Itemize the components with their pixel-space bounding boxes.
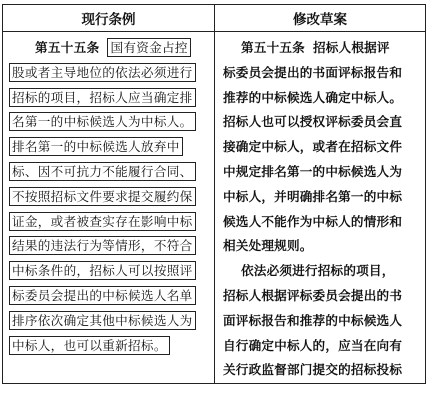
revised-para2-line-3: 自行确定中标人的，应当在向有 bbox=[223, 337, 403, 353]
revised-article-number: 第五十五条 bbox=[241, 40, 305, 55]
current-boxed-text: 排序依次确定其他中标候选人为 bbox=[9, 311, 196, 330]
current-line-7 bbox=[9, 210, 212, 235]
revised-line-5: 中规定排名第一的中标候选人为 bbox=[223, 163, 403, 179]
revised-line-0 bbox=[223, 36, 421, 61]
header-revised-draft: 修改草案 bbox=[215, 5, 426, 32]
current-boxed-text: 股或者主导地位的依法必须进行 bbox=[9, 63, 196, 82]
current-article-number: 第五十五条 bbox=[35, 40, 100, 55]
current-line-6 bbox=[9, 185, 212, 210]
current-boxed-text: 不按照招标文件要求提交履约保 bbox=[9, 187, 196, 206]
revised-line-1: 标委员会提出的书面评标报告和 bbox=[223, 64, 403, 80]
revised-para2-line-4: 关行政监督部门提交的招标投标 bbox=[223, 362, 403, 378]
current-line-1 bbox=[9, 61, 212, 86]
current-boxed-text: 排名第一的中标候选人放弃中 bbox=[9, 137, 183, 156]
current-boxed-text: 招标的项目，招标人应当确定排 bbox=[9, 88, 196, 107]
revised-line-4: 接确定中标人，或者在招标文件 bbox=[223, 139, 403, 155]
current-boxed-text: 标、因不可抗力不能履行合同、 bbox=[9, 162, 196, 181]
current-boxed-text: 国有资金占控 bbox=[107, 38, 190, 57]
current-line-12 bbox=[9, 334, 212, 359]
revised-para2-line-1: 招标人根据评标委员会提出的书 bbox=[223, 287, 403, 303]
current-line-5 bbox=[9, 160, 212, 185]
header-current-regulation: 现行条例 bbox=[3, 5, 215, 32]
current-article-cell bbox=[3, 32, 215, 384]
current-line-4 bbox=[9, 135, 212, 160]
current-line-8 bbox=[9, 234, 212, 259]
revised-line-8: 相关处理规则。 bbox=[223, 238, 313, 254]
revised-line-3: 招标人也可以授权评标委员会直 bbox=[223, 114, 403, 130]
current-boxed-text: 证金，或者被查实存在影响中标 bbox=[9, 212, 196, 231]
current-line-10 bbox=[9, 284, 212, 309]
revised-line-7: 候选人不能作为中标人的情形和 bbox=[223, 213, 403, 229]
table-row bbox=[3, 32, 426, 384]
current-line-9 bbox=[9, 259, 212, 284]
revised-article-cell bbox=[215, 32, 426, 384]
current-boxed-text: 中标条件的，招标人可以按照评 bbox=[9, 261, 196, 280]
current-boxed-text: 中标人，也可以重新招标。 bbox=[9, 336, 170, 355]
revised-para2-line-2: 面评标报告和推荐的中标候选人 bbox=[223, 312, 403, 328]
comparison-table bbox=[2, 4, 426, 384]
current-line-2 bbox=[9, 86, 212, 111]
current-line-11 bbox=[9, 309, 212, 334]
revised-line-2: 推荐的中标候选人确定中标人。 bbox=[223, 89, 403, 105]
current-boxed-text: 标委员会提出的中标候选人名单 bbox=[9, 286, 196, 305]
revised-para2-line-0: 依法必须进行招标的项目， bbox=[241, 263, 395, 279]
table-header-row bbox=[3, 5, 426, 32]
revised-text: 招标人根据评 bbox=[312, 40, 390, 55]
current-boxed-text: 结果的违法行为等情形，不符合 bbox=[9, 236, 196, 255]
current-line-3 bbox=[9, 110, 212, 135]
current-boxed-text: 名第一的中标候选人为中标人。 bbox=[9, 112, 196, 131]
revised-line-6: 中标人，并明确排名第一的中标 bbox=[223, 188, 403, 204]
current-line-0 bbox=[9, 36, 212, 61]
